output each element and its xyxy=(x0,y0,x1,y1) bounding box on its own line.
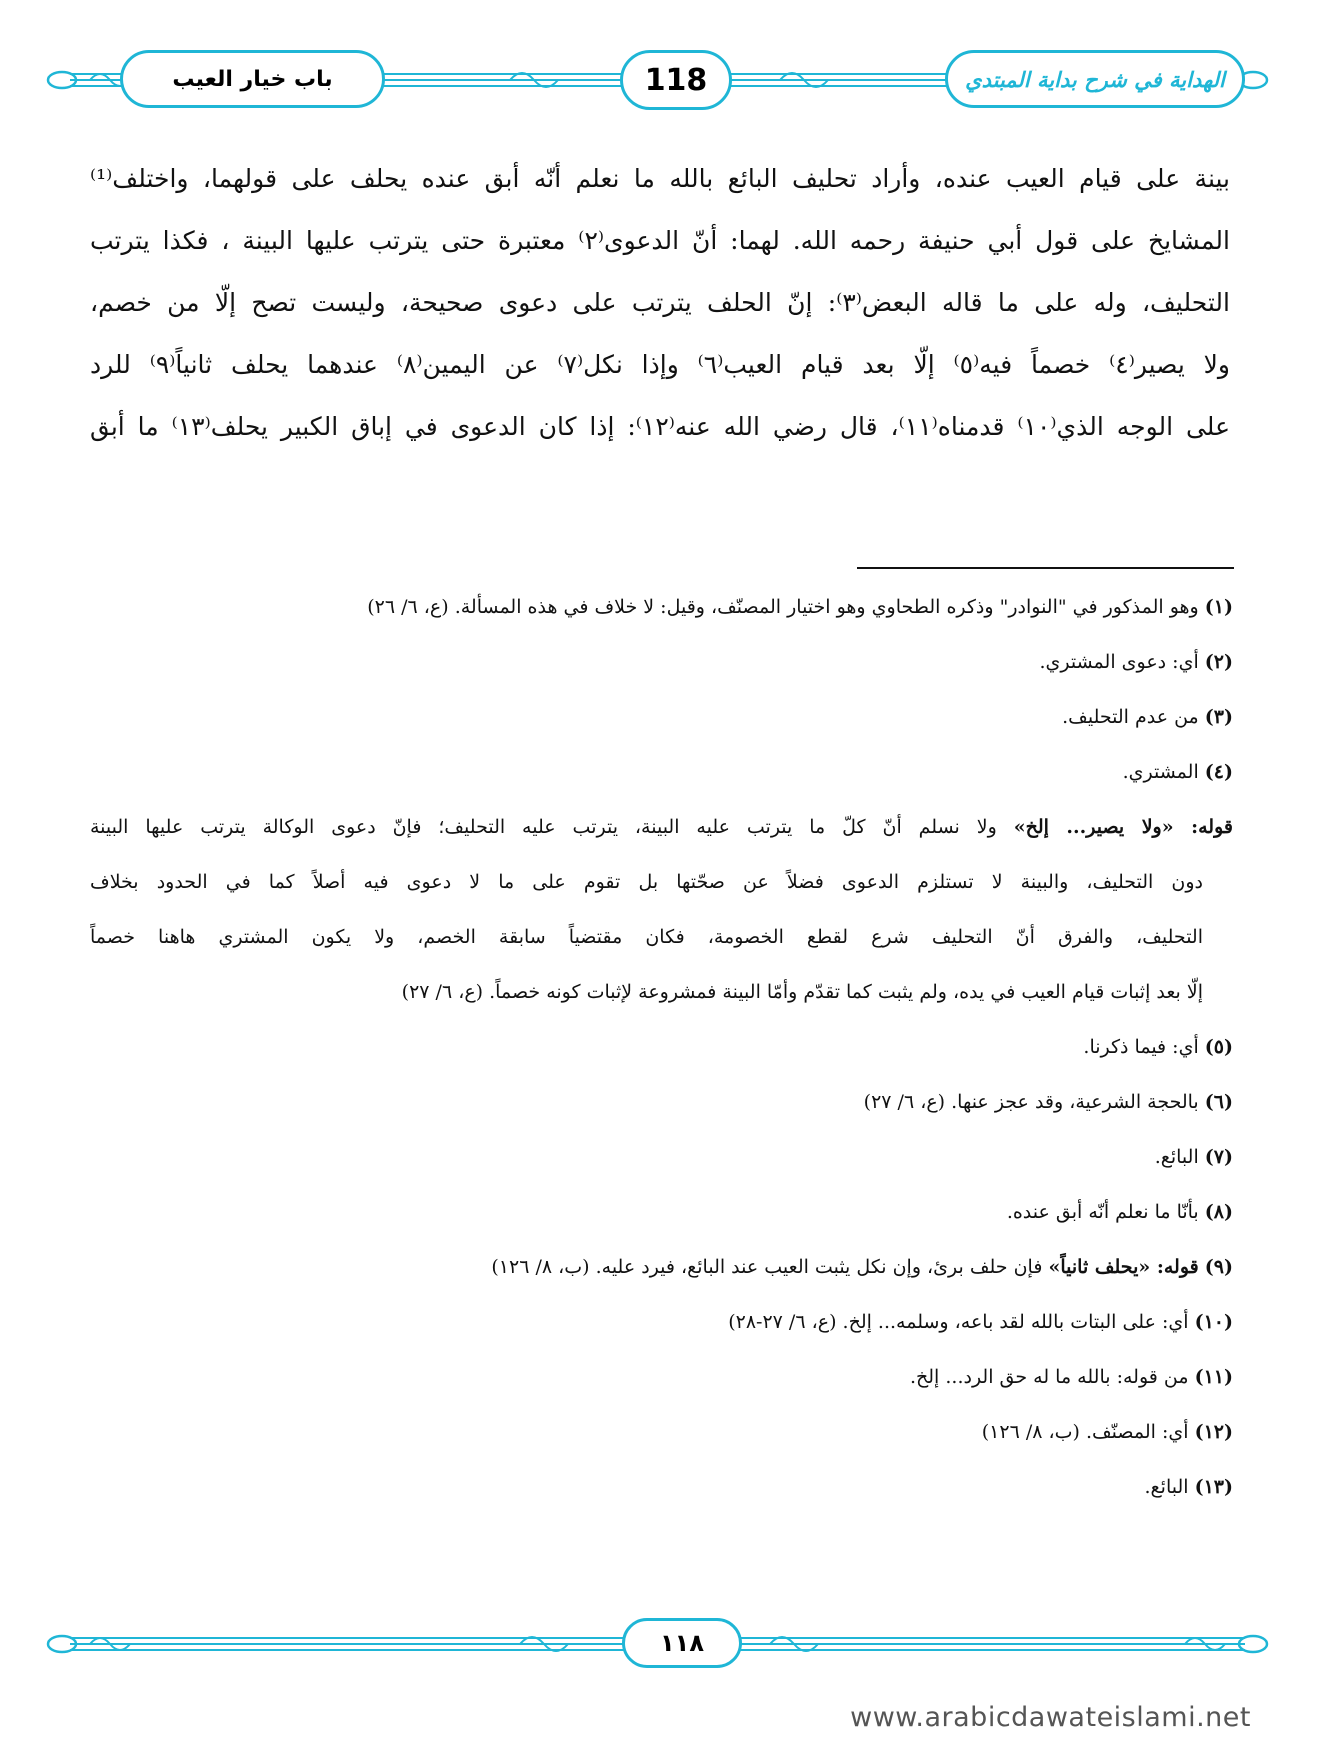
footnote-text: أي: على البتات بالله لقد باعه، وسلمه... إلخ. (ع، ٦/ ٢٧-٢٨) xyxy=(728,1311,1189,1333)
footnote-2 xyxy=(90,635,1233,690)
footnote-text: بالحجة الشرعية، وقد عجز عنها. (ع، ٦/ ٢٧) xyxy=(863,1091,1199,1113)
footer-page-number-pill xyxy=(622,1618,742,1668)
footnote-9 xyxy=(90,1240,1233,1295)
footnote-6 xyxy=(90,1075,1233,1130)
footnote-number: (١١) xyxy=(1194,1366,1233,1388)
page-header xyxy=(40,44,1275,116)
gloss-line-4: إلّا بعد إثبات قيام العيب في يده، ولم يثبت كما تقدّم وأمّا البينة فمشروعة لإثبات كونه خصماً. (ع، ٦/ ٢٧) xyxy=(401,981,1203,1003)
footnote-text: المشتري. xyxy=(1122,761,1199,783)
footnote-4 xyxy=(90,745,1233,800)
footnote-3 xyxy=(90,690,1233,745)
book-title-pill xyxy=(945,50,1245,108)
footnote-text: فإن حلف برئ، وإن نكل يثبت العيب عند البائع، فيرد عليه. (ب، ٨/ ١٢٦) xyxy=(491,1256,1043,1278)
footnote-1 xyxy=(90,580,1233,635)
footnote-8 xyxy=(90,1185,1233,1240)
footnote-number: (١٢) xyxy=(1194,1421,1233,1443)
footnote-text: البائع. xyxy=(1144,1476,1189,1498)
footnote-13 xyxy=(90,1460,1233,1515)
footnote-text: وهو المذكور في "النوادر" وذكره الطحاوي وهو اختيار المصنّف، وقيل: لا خلاف في هذه المسألة. (ع، ٦/ ٢٦) xyxy=(367,596,1199,618)
main-line-4: ولا يصير⁽٤⁾ خصماً فيه⁽٥⁾ إلّا بعد قيام العيب⁽٦⁾ وإذا نكل⁽٧⁾ عن اليمين⁽٨⁾ عندهما يحلف ثانياً⁽٩⁾ للرد xyxy=(90,350,1230,379)
footnote-number: (٢) xyxy=(1204,651,1233,673)
footnote-12 xyxy=(90,1405,1233,1460)
footer-page-number: ١١٨ xyxy=(660,1629,704,1657)
footnote-label: قوله: «يحلف ثانياً» xyxy=(1048,1256,1199,1278)
footnote-11 xyxy=(90,1350,1233,1405)
footnote-text: بأنّا ما نعلم أنّه أبق عنده. xyxy=(1006,1201,1199,1223)
footnote-divider xyxy=(857,567,1234,569)
website-watermark: www.arabicdawateislami.net xyxy=(850,1702,1251,1733)
footnote-text: أي: المصنّف. (ب، ٨/ ١٢٦) xyxy=(981,1421,1189,1443)
footnote-text: البائع. xyxy=(1154,1146,1199,1168)
chapter-title: باب خيار العيب xyxy=(172,66,333,92)
main-line-5: على الوجه الذي⁽١٠⁾ قدمناه⁽١١⁾، قال رضي الله عنه⁽١٢⁾: إذا كان الدعوى في إباق الكبير يحلف⁽١٣⁾ ما أبق xyxy=(90,412,1230,441)
main-text xyxy=(90,148,1230,458)
footnote-text: أي: فيما ذكرنا. xyxy=(1083,1036,1199,1058)
footnote-number: (٦) xyxy=(1204,1091,1233,1113)
footnote-number: (٥) xyxy=(1204,1036,1233,1058)
footnote-text: من عدم التحليف. xyxy=(1062,706,1199,728)
main-line-2: المشايخ على قول أبي حنيفة رحمه الله. لهما: أنّ الدعوى⁽٢⁾ معتبرة حتى يترتب عليها البينة ، فكذا يترتب xyxy=(90,226,1230,255)
footnote-text: أي: دعوى المشتري. xyxy=(1039,651,1199,673)
book-title: الهداية في شرح بداية المبتدي xyxy=(965,66,1225,92)
footnotes xyxy=(90,580,1233,1515)
footnote-number: (١٠) xyxy=(1194,1311,1233,1333)
page-footer xyxy=(40,1614,1275,1674)
page-number-pill xyxy=(620,50,732,110)
main-line-1: بينة على قيام العيب عنده، وأراد تحليف البائع بالله ما نعلم أنّه أبق عنده يحلف على قولهما، واختلف⁽¹⁾ xyxy=(90,164,1230,193)
page-number: 118 xyxy=(644,62,708,98)
chapter-title-pill xyxy=(120,50,385,108)
footnote-number: (٧) xyxy=(1204,1146,1233,1168)
footnote-number: (١) xyxy=(1204,596,1233,618)
footnote-5 xyxy=(90,1020,1233,1075)
footnote-number: (١٣) xyxy=(1194,1476,1233,1498)
gloss-line-3: التحليف، والفرق أنّ التحليف شرع لقطع الخصومة، فكان مقتضياً سابقة الخصم، ولا يكون المشتري هاهنا خصماً xyxy=(90,926,1203,948)
footnote-number: (٩) xyxy=(1204,1256,1233,1278)
footnote-10 xyxy=(90,1295,1233,1350)
main-line-3: التحليف، وله على ما قاله البعض⁽٣⁾: إنّ الحلف يترتب على دعوى صحيحة، وليست تصح إلّا من خصم، xyxy=(90,288,1230,317)
footnote-number: (٣) xyxy=(1204,706,1233,728)
gloss-line-2: دون التحليف، والبينة لا تستلزم الدعوى فضلاً عن صحّتها بل تقوم على ما لا دعوى فيه أصلاً كما في الحدود بخلاف xyxy=(90,871,1203,893)
footnote-7 xyxy=(90,1130,1233,1185)
footnote-text: من قوله: بالله ما له حق الرد... إلخ. xyxy=(909,1366,1189,1388)
gloss-line-1 xyxy=(90,800,1233,855)
footnote-number: (٤) xyxy=(1204,761,1233,783)
gloss-label: قوله: «ولا يصير... إلخ» xyxy=(1013,816,1233,838)
gloss-text: ولا نسلم أنّ كلّ ما يترتب عليه البينة، يترتب عليه التحليف؛ فإنّ دعوى الوكالة يترتب عليها البينة xyxy=(90,816,997,838)
footnote-number: (٨) xyxy=(1204,1201,1233,1223)
